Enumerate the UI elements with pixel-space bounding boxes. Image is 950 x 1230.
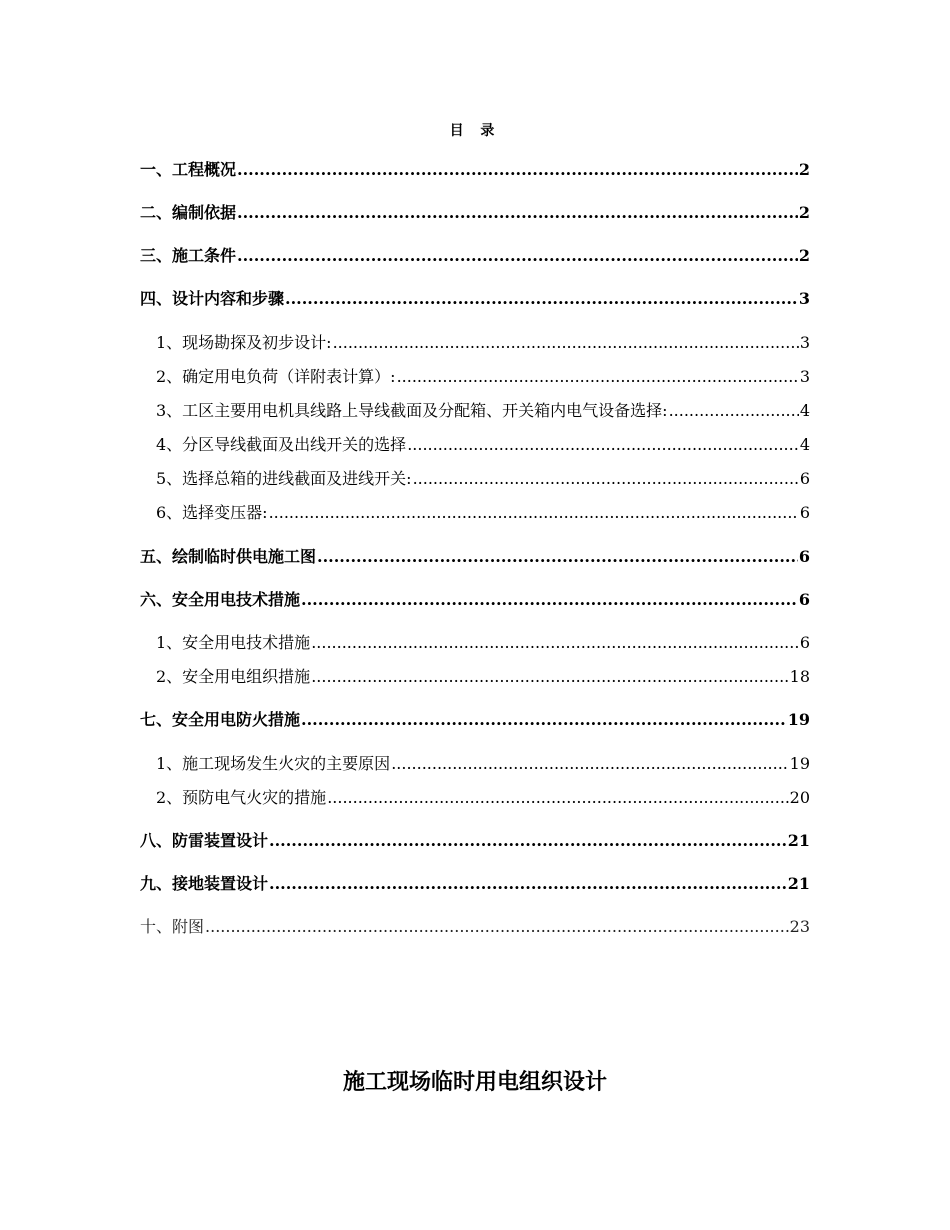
toc-entry[interactable]: [140, 708, 810, 732]
document-title: 施工现场临时用电组织设计: [342, 1069, 607, 1095]
toc-leader: [237, 158, 798, 182]
toc-entry-page: 2: [798, 203, 810, 222]
toc-entry-label: 5、选择总箱的进线截面及进线开关:: [156, 469, 412, 488]
toc-entry[interactable]: [140, 829, 810, 853]
toc-leader: [237, 244, 798, 268]
toc-leader: [391, 752, 788, 776]
toc-leader: [407, 433, 799, 457]
toc-subentry[interactable]: [140, 786, 810, 810]
toc-subentry[interactable]: [140, 665, 810, 689]
toc-entry[interactable]: [140, 588, 810, 612]
toc-entry-page: 21: [787, 831, 810, 850]
toc-leader: [397, 365, 799, 389]
toc-entry-label: 四、设计内容和步骤: [140, 289, 285, 308]
toc-entry-page: 23: [789, 917, 810, 936]
toc-entry-page: 6: [798, 590, 810, 609]
toc-leader: [327, 786, 788, 810]
toc-leader: [317, 545, 798, 569]
toc-entry[interactable]: [140, 158, 810, 182]
toc-entry-page: 20: [789, 788, 810, 807]
toc-entry-label: 五、绘制临时供电施工图: [140, 547, 317, 566]
toc-leader: [669, 399, 799, 423]
toc-entry-label: 八、防雷装置设计: [140, 831, 269, 850]
toc-subentry[interactable]: [140, 631, 810, 655]
toc-subentry[interactable]: [140, 365, 810, 389]
toc-entry-label: 七、安全用电防火措施: [140, 710, 301, 729]
toc-entry-label: 2、预防电气火灾的措施: [156, 788, 327, 807]
toc-entry-label: 1、现场勘探及初步设计:: [156, 333, 332, 352]
toc-leader: [301, 708, 787, 732]
toc-entry-page: 6: [799, 469, 810, 488]
toc-entry-label: 1、施工现场发生火灾的主要原因: [156, 754, 391, 773]
toc-entry-page: 21: [787, 874, 810, 893]
toc-leader: [311, 631, 799, 655]
toc-entry[interactable]: [140, 915, 810, 939]
toc-subentry[interactable]: [140, 399, 810, 423]
toc-subentry[interactable]: [140, 331, 810, 355]
toc-leader: [285, 287, 798, 311]
toc-leader: [311, 665, 788, 689]
toc-entry-page: 4: [799, 435, 810, 454]
toc-entry-label: 3、工区主要用电机具线路上导线截面及分配箱、开关箱内电气设备选择:: [156, 401, 668, 420]
toc-entry-label: 六、安全用电技术措施: [140, 590, 301, 609]
toc-leader: [333, 331, 799, 355]
toc-subentry[interactable]: [140, 501, 810, 525]
toc-leader: [413, 467, 799, 491]
toc-entry-label: 2、安全用电组织措施: [156, 667, 311, 686]
toc-leader: [301, 588, 798, 612]
toc-leader: [205, 915, 789, 939]
toc-entry-label: 十、附图: [140, 917, 205, 936]
toc-subentry[interactable]: [140, 467, 810, 491]
toc-entry[interactable]: [140, 201, 810, 225]
toc-entry-label: 一、工程概况: [140, 160, 237, 179]
toc-entry[interactable]: [140, 872, 810, 896]
toc-entry-label: 九、接地装置设计: [140, 874, 269, 893]
toc-entry-page: 6: [799, 633, 810, 652]
toc-subentry[interactable]: [140, 433, 810, 457]
toc-leader: [269, 501, 799, 525]
toc-entry-page: 3: [799, 367, 810, 386]
toc-entry[interactable]: [140, 287, 810, 311]
toc-leader: [237, 201, 798, 225]
toc-entry-page: 19: [789, 754, 810, 773]
toc-heading: 目 录: [449, 123, 501, 139]
toc-entry-page: 4: [799, 401, 810, 420]
toc-entry-label: 二、编制依据: [140, 203, 237, 222]
toc-entry-page: 6: [799, 503, 810, 522]
toc-entry-page: 6: [798, 547, 810, 566]
toc-entry-label: 2、确定用电负荷（详附表计算）:: [156, 367, 396, 386]
toc-entry[interactable]: [140, 244, 810, 268]
toc-entry-page: 3: [799, 333, 810, 352]
toc-entry-page: 2: [798, 160, 810, 179]
toc-subentry[interactable]: [140, 752, 810, 776]
toc-entry-page: 3: [798, 289, 810, 308]
toc-entry-page: 19: [787, 710, 810, 729]
toc-entry[interactable]: [140, 545, 810, 569]
toc-entry-label: 6、选择变压器:: [156, 503, 268, 522]
toc-entry-page: 2: [798, 246, 810, 265]
toc-entry-label: 三、施工条件: [140, 246, 237, 265]
toc-leader: [269, 829, 787, 853]
toc-leader: [269, 872, 787, 896]
toc-entry-label: 1、安全用电技术措施: [156, 633, 311, 652]
toc-entry-label: 4、分区导线截面及出线开关的选择: [156, 435, 407, 454]
toc-entry-page: 18: [789, 667, 810, 686]
